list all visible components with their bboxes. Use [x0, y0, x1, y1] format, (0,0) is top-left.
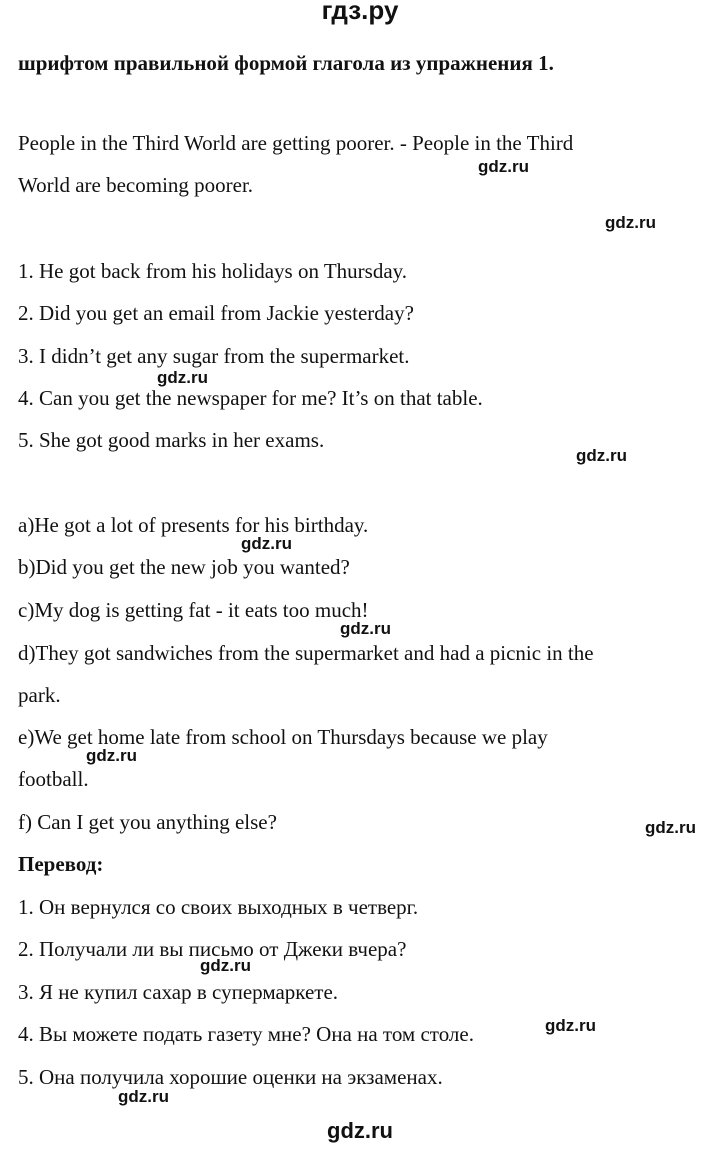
example-line-1: People in the Third World are getting poorer. - People in the Third: [18, 131, 574, 155]
numbered-item-1: 1. He got back from his holidays on Thursday.: [18, 259, 408, 283]
numbered-item-5: 5. She got good marks in her exams.: [18, 428, 325, 452]
exercise-heading: шрифтом правильной формой глагола из упражнения 1.: [18, 51, 554, 75]
watermark: gdz.ru: [545, 1016, 596, 1035]
lettered-item-e-line-1: e)We get home late from school on Thursdays because we play: [18, 725, 548, 749]
example-line-2: World are becoming poorer.: [18, 173, 254, 197]
watermark: gdz.ru: [200, 956, 251, 975]
watermark: gdz.ru: [241, 534, 292, 553]
lettered-item-e-line-2: football.: [18, 767, 89, 791]
watermark: gdz.ru: [118, 1087, 169, 1106]
lettered-item-d-line-1: d)They got sandwiches from the supermarket and had a picnic in the: [18, 641, 594, 665]
lettered-item-d-line-2: park.: [18, 683, 61, 707]
watermark: gdz.ru: [605, 213, 656, 232]
footer-watermark: gdz.ru: [327, 1118, 393, 1143]
numbered-item-2: 2. Did you get an email from Jackie yesterday?: [18, 301, 414, 325]
translation-item-2: 2. Получали ли вы письмо от Джеки вчера?: [18, 937, 407, 961]
translation-item-5: 5. Она получила хорошие оценки на экзаменах.: [18, 1065, 443, 1089]
lettered-item-c: c)My dog is getting fat - it eats too much!: [18, 598, 369, 622]
translation-title: Перевод:: [18, 852, 104, 876]
translation-item-3: 3. Я не купил сахар в супермаркете.: [18, 980, 339, 1004]
numbered-item-3: 3. I didn’t get any sugar from the supermarket.: [18, 344, 410, 368]
lettered-item-b: b)Did you get the new job you wanted?: [18, 555, 350, 579]
translation-item-4: 4. Вы можете подать газету мне? Она на том столе.: [18, 1022, 474, 1046]
watermark: gdz.ru: [157, 368, 208, 387]
lettered-item-a: a)He got a lot of presents for his birthday.: [18, 513, 369, 537]
lettered-item-f: f) Can I get you anything else?: [18, 810, 277, 834]
watermark: gdz.ru: [645, 818, 696, 837]
site-header: гдз.ру: [321, 0, 399, 25]
numbered-item-4: 4. Can you get the newspaper for me? It’s on that table.: [18, 386, 483, 410]
watermark: gdz.ru: [340, 619, 391, 638]
translation-item-1: 1. Он вернулся со своих выходных в четверг.: [18, 895, 419, 919]
watermark: gdz.ru: [576, 446, 627, 465]
watermark: gdz.ru: [86, 746, 137, 765]
watermark: gdz.ru: [478, 157, 529, 176]
